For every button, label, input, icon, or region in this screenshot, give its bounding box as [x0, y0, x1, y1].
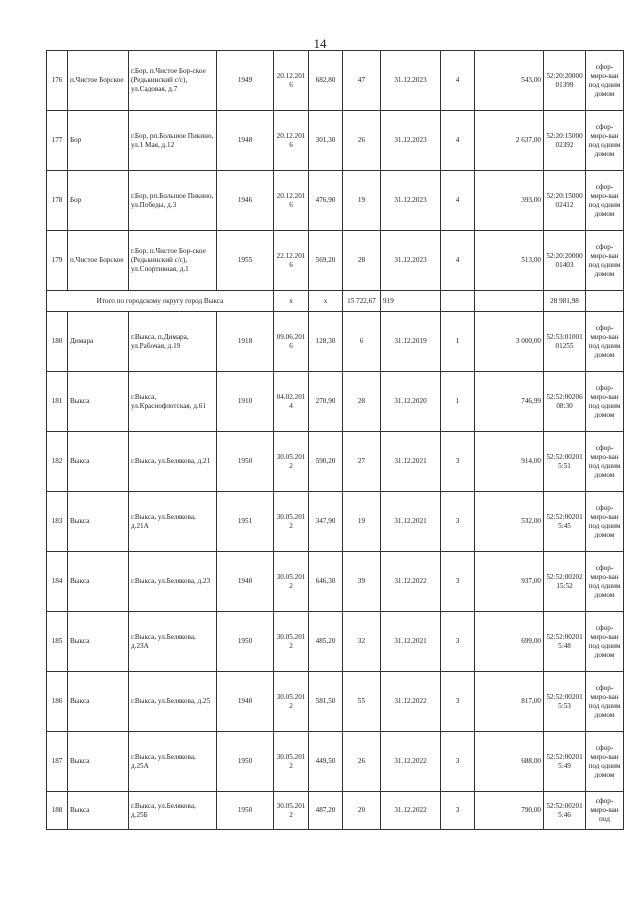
address-cell: г.Выкса, ул.Белякова, д.23 [129, 552, 217, 612]
row-number-cell: 183 [47, 492, 68, 552]
cadastral-number-cell: 52:52:002015:49 [544, 732, 586, 792]
land-status-cell: сфор-миро-ван под [586, 792, 624, 830]
row-number-cell: 181 [47, 372, 68, 432]
cost-cell: 914,00 [475, 432, 544, 492]
table-total [47, 291, 624, 312]
resettlement-term-cell: 31.12.2020 [381, 372, 441, 432]
recognition-date-cell: 20.12.2016 [274, 51, 309, 111]
row-number-cell: 186 [47, 672, 68, 732]
cost-cell: 543,00 [475, 51, 544, 111]
construction-year-cell: 1949 [217, 51, 274, 111]
residents-count-cell: 47 [343, 51, 381, 111]
table-row [47, 231, 624, 291]
locality-cell: Бор [68, 111, 129, 171]
recognition-date-cell: 04.02.2014 [274, 372, 309, 432]
locality-cell: Выкса [68, 552, 129, 612]
recognition-date-cell: 20.12.2016 [274, 171, 309, 231]
cost-cell: 513,00 [475, 231, 544, 291]
construction-year-cell: 1946 [217, 171, 274, 231]
total-cost: 28 981,98 [544, 291, 586, 312]
locality-cell: Выкса [68, 492, 129, 552]
cost-cell: 532,00 [475, 492, 544, 552]
cost-cell: 746,99 [475, 372, 544, 432]
construction-year-cell: 1951 [217, 492, 274, 552]
area-cell: 487,20 [309, 792, 343, 830]
table-row [47, 51, 624, 111]
cadastral-number-cell: 52:52:002015:53 [544, 672, 586, 732]
recognition-date-cell: 20.12.2016 [274, 111, 309, 171]
cadastral-number-cell: 52:52:0020608:30 [544, 372, 586, 432]
residents-count-cell: 19 [343, 492, 381, 552]
residents-count-cell: 28 [343, 372, 381, 432]
locality-cell: Выкса [68, 732, 129, 792]
table-body-bor [47, 51, 624, 291]
recognition-date-cell: 30.05.2012 [274, 792, 309, 830]
residents-count-cell: 55 [343, 672, 381, 732]
row-number-cell: 176 [47, 51, 68, 111]
residents-count-cell: 26 [343, 732, 381, 792]
total-area: 15 722,67 [343, 291, 381, 312]
resettlement-term-cell: 31.12.2021 [381, 492, 441, 552]
area-cell: 270,90 [309, 372, 343, 432]
stage-cell: 4 [441, 231, 475, 291]
address-cell: г.Выкса, ул.Краснофлотская, д.61 [129, 372, 217, 432]
page-number: 14 [313, 36, 327, 51]
table-row [47, 432, 624, 492]
stage-cell: 4 [441, 111, 475, 171]
row-number-cell: 188 [47, 792, 68, 830]
land-status-cell: сфор-миро-ван под одним домом [586, 171, 624, 231]
land-status-cell: сфор-миро-ван под одним домом [586, 312, 624, 372]
construction-year-cell: 1910 [217, 372, 274, 432]
cost-cell: 393,00 [475, 171, 544, 231]
row-number-cell: 187 [47, 732, 68, 792]
address-cell: г.Бор, п.Чистое Бор-ское (Редькинский с/с), ул.Спортивная, д.1 [129, 231, 217, 291]
recognition-date-cell: 09.06.2016 [274, 312, 309, 372]
land-status-cell: сфор-миро-ван под одним домом [586, 51, 624, 111]
residents-count-cell: 28 [343, 231, 381, 291]
recognition-date-cell: 30.05.2012 [274, 552, 309, 612]
cadastral-number-cell: 52:52:0020215:52 [544, 552, 586, 612]
resettlement-term-cell: 31.12.2023 [381, 111, 441, 171]
locality-cell: п.Чистое Борское [68, 231, 129, 291]
cadastral-number-cell: 52:20:2000001403 [544, 231, 586, 291]
address-cell: г.Выкса, ул.Белякова, д.21А [129, 492, 217, 552]
stage-cell: 3 [441, 732, 475, 792]
total-label: Итого по городскому округу город Выкса [47, 291, 274, 312]
land-status-cell: сфор-миро-ван под одним домом [586, 111, 624, 171]
row-number-cell: 185 [47, 612, 68, 672]
table-row [47, 672, 624, 732]
cadastral-number-cell: 52:52:002015:51 [544, 432, 586, 492]
row-number-cell: 182 [47, 432, 68, 492]
recognition-date-cell: 30.05.2012 [274, 492, 309, 552]
address-cell: г.Бор, п.Чистое Бор-ское (Редькинский с/с), ул.Садовая, д.7 [129, 51, 217, 111]
area-cell: 569,20 [309, 231, 343, 291]
recognition-date-cell: 30.05.2012 [274, 432, 309, 492]
land-status-cell: сфор-миро-ван под одним домом [586, 372, 624, 432]
cadastral-number-cell: 52:20:1500002412 [544, 171, 586, 231]
resettlement-term-cell: 31.12.2021 [381, 612, 441, 672]
resettlement-term-cell: 31.12.2023 [381, 51, 441, 111]
resettlement-term-cell: 31.12.2019 [381, 312, 441, 372]
address-cell: г.Выкса, ул.Белякова, д.23А [129, 612, 217, 672]
locality-cell: Выкса [68, 672, 129, 732]
table-row [47, 312, 624, 372]
land-status-cell: сфор-миро-ван под одним домом [586, 672, 624, 732]
table-row [47, 792, 624, 830]
locality-cell: Димара [68, 312, 129, 372]
row-number-cell: 184 [47, 552, 68, 612]
construction-year-cell: 1948 [217, 111, 274, 171]
locality-cell: п.Чистое Борское [68, 51, 129, 111]
area-cell: 476,90 [309, 171, 343, 231]
table-row [47, 492, 624, 552]
area-cell: 485,20 [309, 612, 343, 672]
cost-cell: 790,00 [475, 792, 544, 830]
cadastral-number-cell: 52:52:002015:46 [544, 792, 586, 830]
resettlement-term-cell: 31.12.2022 [381, 672, 441, 732]
table-row [47, 552, 624, 612]
cost-cell: 3 000,00 [475, 312, 544, 372]
table-row [47, 372, 624, 432]
address-cell: г.Выкса, ул.Белякова, д.21 [129, 432, 217, 492]
land-status-cell: сфор-миро-ван под одним домом [586, 492, 624, 552]
area-cell: 449,50 [309, 732, 343, 792]
land-status-cell: сфор-миро-ван под одним домом [586, 552, 624, 612]
stage-cell: 3 [441, 552, 475, 612]
locality-cell: Выкса [68, 612, 129, 672]
table-body-vyksa [47, 312, 624, 830]
locality-cell: Выкса [68, 432, 129, 492]
stage-cell: 4 [441, 171, 475, 231]
cadastral-number-cell: 52:52:002015:48 [544, 612, 586, 672]
construction-year-cell: 1950 [217, 732, 274, 792]
total-date: х [309, 291, 343, 312]
residents-count-cell: 32 [343, 612, 381, 672]
table-row [47, 732, 624, 792]
residents-count-cell: 20 [343, 792, 381, 830]
total-row [47, 291, 624, 312]
cost-cell: 817,00 [475, 672, 544, 732]
row-number-cell: 179 [47, 231, 68, 291]
resettlement-term-cell: 31.12.2023 [381, 231, 441, 291]
cost-cell: 688,00 [475, 732, 544, 792]
resettlement-term-cell: 31.12.2022 [381, 552, 441, 612]
address-cell: г.Выкса, ул.Белякова, д.25Б [129, 792, 217, 830]
land-status-cell: сфор-миро-ван под одним домом [586, 231, 624, 291]
construction-year-cell: 1940 [217, 552, 274, 612]
table-row [47, 111, 624, 171]
address-cell: г.Выкса, ул.Белякова, д.25А [129, 732, 217, 792]
construction-year-cell: 1950 [217, 792, 274, 830]
residents-count-cell: 19 [343, 171, 381, 231]
address-cell: г.Выкса, ул.Белякова, д.25 [129, 672, 217, 732]
stage-cell: 3 [441, 432, 475, 492]
residents-count-cell: 6 [343, 312, 381, 372]
address-cell: г.Выкса, п.Димара, ул.Рабочая, д.19 [129, 312, 217, 372]
area-cell: 590,20 [309, 432, 343, 492]
cadastral-number-cell: 52:53:0100101255 [544, 312, 586, 372]
land-status-cell: сфор-миро-ван под одним домом [586, 432, 624, 492]
locality-cell: Бор [68, 171, 129, 231]
construction-year-cell: 1918 [217, 312, 274, 372]
cadastral-number-cell: 52:20:1500002392 [544, 111, 586, 171]
residents-count-cell: 27 [343, 432, 381, 492]
total-flats: 919 [381, 291, 441, 312]
area-cell: 646,30 [309, 552, 343, 612]
stage-cell: 4 [441, 51, 475, 111]
stage-cell: 1 [441, 312, 475, 372]
land-status-cell: сфор-миро-ван под одним домом [586, 732, 624, 792]
recognition-date-cell: 30.05.2012 [274, 732, 309, 792]
area-cell: 128,30 [309, 312, 343, 372]
locality-cell: Выкса [68, 792, 129, 830]
table-row [47, 171, 624, 231]
table-row [47, 612, 624, 672]
row-number-cell: 180 [47, 312, 68, 372]
stage-cell: 3 [441, 792, 475, 830]
cadastral-number-cell: 52:52:002015:45 [544, 492, 586, 552]
stage-cell: 1 [441, 372, 475, 432]
residents-count-cell: 39 [343, 552, 381, 612]
housing-registry-table [46, 50, 624, 830]
area-cell: 682,80 [309, 51, 343, 111]
area-cell: 581,50 [309, 672, 343, 732]
resettlement-term-cell: 31.12.2023 [381, 171, 441, 231]
locality-cell: Выкса [68, 372, 129, 432]
recognition-date-cell: 22.12.2016 [274, 231, 309, 291]
stage-cell: 3 [441, 612, 475, 672]
stage-cell: 3 [441, 492, 475, 552]
land-status-cell: сфор-миро-ван под одним домом [586, 612, 624, 672]
resettlement-term-cell: 31.12.2022 [381, 732, 441, 792]
recognition-date-cell: 30.05.2012 [274, 612, 309, 672]
construction-year-cell: 1950 [217, 612, 274, 672]
resettlement-term-cell: 31.12.2022 [381, 792, 441, 830]
cost-cell: 2 637,00 [475, 111, 544, 171]
residents-count-cell: 26 [343, 111, 381, 171]
address-cell: г.Бор, рп.Большое Пикино, ул.1 Мая, д.12 [129, 111, 217, 171]
row-number-cell: 177 [47, 111, 68, 171]
construction-year-cell: 1955 [217, 231, 274, 291]
total-year: х [274, 291, 309, 312]
resettlement-term-cell: 31.12.2021 [381, 432, 441, 492]
address-cell: г.Бор, рп.Большое Пикино, ул.Победы, д.3 [129, 171, 217, 231]
cadastral-number-cell: 52:20:2000001399 [544, 51, 586, 111]
cost-cell: 937,00 [475, 552, 544, 612]
area-cell: 347,90 [309, 492, 343, 552]
row-number-cell: 178 [47, 171, 68, 231]
area-cell: 301,30 [309, 111, 343, 171]
cost-cell: 699,00 [475, 612, 544, 672]
construction-year-cell: 1940 [217, 672, 274, 732]
stage-cell: 3 [441, 672, 475, 732]
construction-year-cell: 1950 [217, 432, 274, 492]
recognition-date-cell: 30.05.2012 [274, 672, 309, 732]
